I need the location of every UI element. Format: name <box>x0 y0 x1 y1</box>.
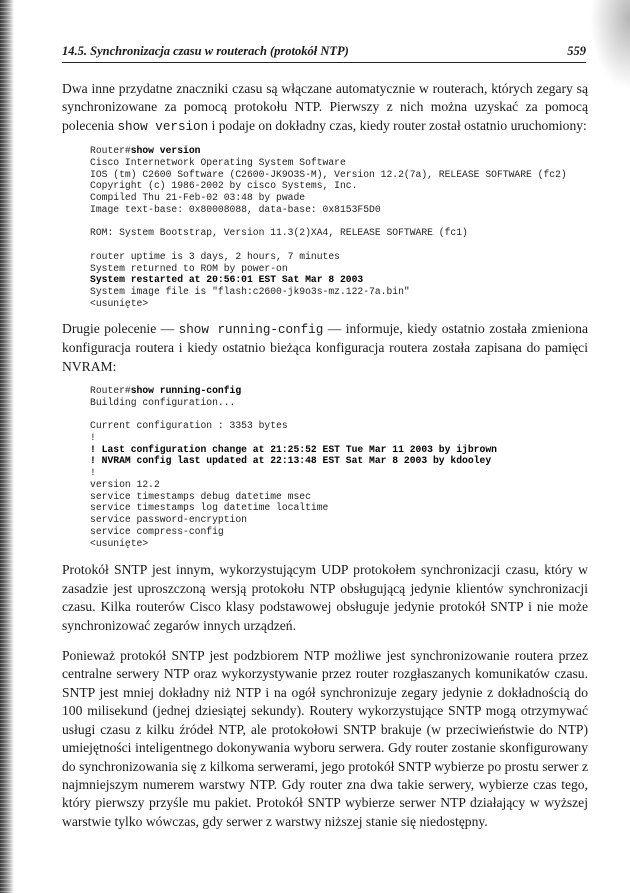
paragraph-text: Drugie polecenie — <box>62 320 179 336</box>
code-line: Current configuration : 3353 bytes <box>90 420 288 432</box>
code-line-restarted: System restarted at 20:56:01 EST Sat Mar 8 2003 <box>90 274 364 286</box>
code-line: System returned to ROM by power-on <box>90 262 288 274</box>
code-line: version 12.2 <box>90 478 160 490</box>
paragraph-text: i podaje on dokładny czas, kiedy router został ostatnio uruchomiony: <box>208 117 587 133</box>
page-header <box>62 42 586 63</box>
paragraph-sntp-details: Ponieważ protokół SNTP jest podzbiorem NTP możliwe jest synchronizowanie routera przez centralne serwery NTP oraz wykorzystywanie przez router rozgłaszanych komunikatów czasu. SNTP jest mniej dokładny niż NTP i na ogół synchronizuje zegary jedynie z dokładnością do 100 milisekund (jednej dziesiątej sekundy). Routery wykorzystujące SNTP mogą otrzymywać usługi czasu z kilku źródeł NTP, ale protokołowi SNTP brakuje (w przeciwieństwie do NTP) umiejętności inteligentnego dokonywania wyboru serwera. Gdy router zostanie skonfigurowany do synchronizowania się z kilkoma serwerami, jego protokół SNTP wybierze po prostu serwer z najmniejszym numerem warstwy NTP. Gdy router zna dwa takie serwery, wybierze czas tego, który pierwszy przyśle mu pakiet. Protokół SNTP wybierze serwer NTP działający w wyższej warstwie tylko wówczas, gdy serwer z warstwy niższej stanie się niedostępny. <box>62 648 588 829</box>
code-line: ROM: System Bootstrap, Version 11.3(2)XA4, RELEASE SOFTWARE (fc1) <box>90 227 468 239</box>
scan-corner-shadow <box>590 0 630 90</box>
code-line: Building configuration... <box>90 396 236 408</box>
code-line: ! <box>90 431 96 443</box>
paragraph-sntp-intro: Protokół SNTP jest innym, wykorzystującym UDP protokołem synchronizacji czasu, który w zasadzie jest uproszczoną wersją protokołu NTP obsługującą jedynie klientów synchronizacji czasu. Kilka routerów Cisco klasy podstawowej obsługuje jedynie protokół SNTP i nie może synchronizować zegarów innych urządzeń. <box>62 562 588 633</box>
paragraph-text: Dwa inne przydatne znaczniki czasu są włączane automatycznie w routerach, których zegary są synchronizowane za pomocą protokołu NTP. Pierwszy z nich można uzyskać za pomocą polecenia <box>62 81 588 133</box>
code-command: show version <box>130 145 201 157</box>
running-title: 14.5. Synchronizacja czasu w routerach (protokół NTP) <box>62 44 349 58</box>
page-number: 559 <box>567 44 586 58</box>
code-line: service timestamps debug datetime msec <box>90 490 311 502</box>
inline-command: show version <box>117 119 209 134</box>
code-line: Image text-base: 0x80008088, data-base: 0x8153F5D0 <box>90 203 381 215</box>
code-line-nvram: ! NVRAM config last updated at 22:13:48 EST Sat Mar 8 2003 by kdooley <box>90 455 492 467</box>
code-command: show running-config <box>130 384 242 396</box>
code-line: service password-encryption <box>90 514 247 526</box>
code-omitted-marker: <usunięte> <box>90 297 149 309</box>
paragraph-text: — informuje, kiedy ostatnio została zmieniona konfiguracja routera i kiedy ostatnio bieżąca konfiguracja routera została zapisana do pamięci NVRAM: <box>62 320 589 374</box>
code-line: IOS (tm) C2600 Software (C2600-JK9O3S-M), Version 12.2(7a), RELEASE SOFTWARE (fc2) <box>90 168 567 180</box>
code-line: service timestamps log datetime localtime <box>90 502 329 514</box>
code-block-show-version <box>62 145 588 310</box>
paragraph-show-running-config <box>62 320 588 376</box>
code-line: ! <box>90 467 96 479</box>
code-line: System image file is "flash:c2600-jk9o3s-mz.122-7a.bin" <box>90 286 410 298</box>
code-line: Compiled Thu 21-Feb-02 03:48 by pwade <box>90 192 306 204</box>
page-content <box>62 80 588 831</box>
code-block-running-config <box>62 385 588 550</box>
code-omitted-marker: <usunięte> <box>90 537 149 549</box>
scan-binding-edge <box>0 0 14 893</box>
code-line: router uptime is 3 days, 2 hours, 7 minutes <box>90 250 340 262</box>
code-prompt: Router# <box>90 145 131 157</box>
inline-command: show running-config <box>178 322 324 337</box>
code-line-last-change: ! Last configuration change at 21:25:52 EST Tue Mar 11 2003 by ijbrown <box>90 443 497 455</box>
code-prompt: Router# <box>90 384 131 396</box>
code-line: Cisco Internetwork Operating System Software <box>90 156 346 168</box>
code-line: Copyright (c) 1986-2002 by cisco Systems, Inc. <box>90 180 358 192</box>
paragraph-show-version <box>62 80 588 136</box>
code-line: service compress-config <box>90 525 224 537</box>
